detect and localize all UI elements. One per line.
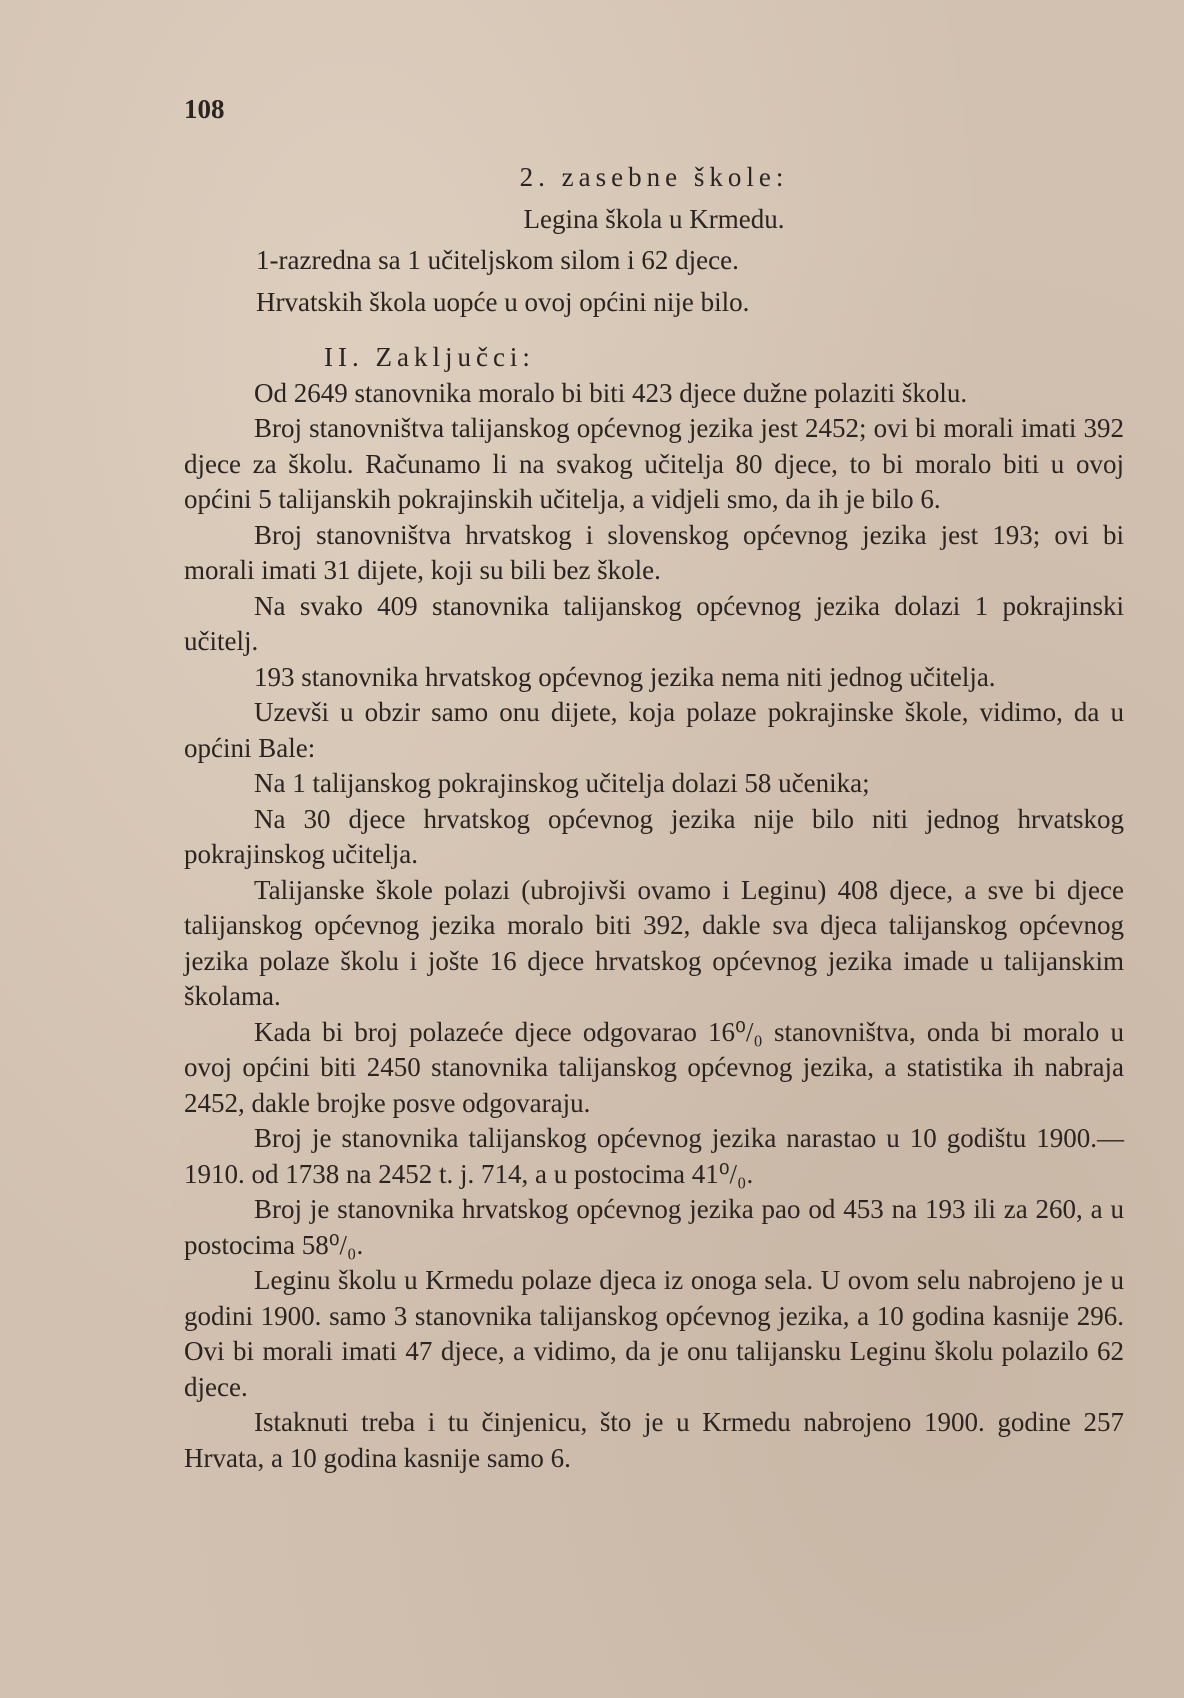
paragraph: Leginu školu u Krmedu polaze djeca iz onoga sela. U ovom selu nabrojeno je u godini 1900. samo 3 stanovnika talijanskog općevnog jezika, a 10 godina kasnije 296. Ovi bi morali imati 47 djece, a vidimo, da je onu talijansku Leginu školu polazilo 62 djece. [184, 1265, 1124, 1402]
page-text [184, 160, 1124, 1476]
paragraph: Talijanske škole polazi (ubrojivši ovamo i Leginu) 408 djece, a sve bi djece talijanskog općevnog jezika moralo biti 392, dakle sva djeca talijanskog općevnog jezika polaze školu i jošte 16 djece hrvatskog općevnog jezika imade u talijanskim školama. [184, 874, 1124, 1011]
paragraph: Broj je stanovnika talijanskog općevnog jezika narastao u 10 godištu 1900.—1910. od 1738 na 2452 t. j. 714, a u postocima 41⁰/₀. [184, 1123, 1124, 1189]
line-razredna: 1-razredna sa 1 učiteljskom silom i 62 djece. [256, 245, 739, 275]
paragraph: Uzevši u obzir samo onu dijete, koja polaze pokrajinske škole, vidimo, da u općini Bale: [184, 697, 1124, 763]
paragraph: Na 1 talijanskog pokrajinskog učitelja dolazi 58 učenika; [254, 768, 870, 798]
heading-legina-skola: Legina škola u Krmedu. [523, 203, 785, 234]
paragraph: Broj stanovništva talijanskog općevnog jezika jest 2452; ovi bi morali imati 392 djece za školu. Računamo li na svakog učitelja 80 djece, to bi moralo biti u ovoj općini 5 talijanskih pokrajinskih učitelja, a vidjeli smo, da ih je bilo 6. [184, 413, 1124, 514]
paragraph: Istaknuti treba i tu činjenicu, što je u Krmedu nabrojeno 1900. godine 257 Hrvata, a 10 godina kasnije samo 6. [184, 1407, 1124, 1473]
paragraph: 193 stanovnika hrvatskog općevnog jezika nema niti jednog učitelja. [254, 661, 996, 692]
paragraph: Od 2649 stanovnika moralo bi biti 423 djece dužne polaziti školu. [254, 377, 968, 408]
heading-zasebne-skole: 2. zasebne škole: [519, 162, 789, 192]
paragraph: Na 30 djece hrvatskog općevnog jezika nije bilo niti jednog hrvatskog pokrajinskog učitelja. [184, 803, 1124, 869]
paragraph: Broj stanovništva hrvatskog i slovenskog općevnog jezika jest 193; ovi bi morali imati 31 dijete, koji su bili bez škole. [184, 519, 1124, 585]
paragraph: Broj je stanovnika hrvatskog općevnog jezika pao od 453 na 193 ili za 260, a u postocima 58⁰/₀. [184, 1194, 1124, 1260]
page-number: 108 [184, 94, 225, 124]
line-hrvatskih-skola: Hrvatskih škola uopće u ovoj općini nije bilo. [256, 286, 750, 317]
paragraph: Kada bi broj polazeće djece odgovarao 16⁰/₀ stanovništva, onda bi moralo u ovoj općini biti 2450 stanovnika talijanskog općevnog jezika, a statistika ih nabraja 2452, dakle brojke posve odgovaraju. [184, 1016, 1124, 1118]
paragraph: Na svako 409 stanovnika talijanskog općevnog jezika dolazi 1 pokrajinski učitelj. [184, 590, 1124, 656]
heading-zakljucci: II. Zaključci: [324, 342, 535, 372]
